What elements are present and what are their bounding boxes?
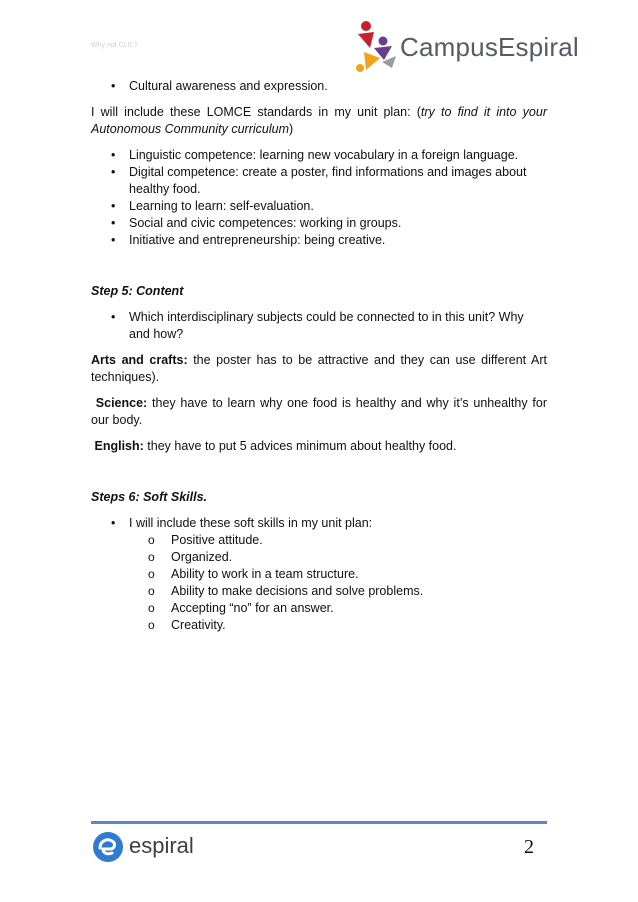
header-text: Why not CLIL? — [91, 42, 138, 49]
logo-text: CampusEspiral — [400, 32, 579, 62]
list-item — [91, 515, 547, 634]
list-item: o Ability to make decisions and solve problems. — [91, 583, 547, 600]
list-item: o Ability to work in a team structure. — [91, 566, 547, 583]
list-item: • Initiative and entrepreneurship: being creative. — [91, 232, 547, 249]
footer-logo-text: espiral — [129, 833, 194, 858]
footer-divider — [91, 821, 547, 824]
list-item: o Organized. — [91, 549, 547, 566]
science-paragraph — [91, 395, 547, 429]
list-item: • Cultural awareness and expression. — [91, 78, 547, 95]
list-item: • Social and civic competences: working in groups. — [91, 215, 547, 232]
espiral-logo-icon — [91, 830, 125, 864]
page-number: 2 — [524, 836, 534, 858]
english-text: they have to put 5 advices minimum about healthy food. — [143, 439, 457, 453]
soft-skills-intro: I will include these soft skills in my unit plan: — [129, 516, 373, 530]
lomce-close: ) — [289, 122, 294, 136]
espiral-footer-logo — [91, 830, 201, 864]
step5-heading: Step 5: Content — [91, 284, 184, 298]
science-text: they have to learn why one food is healthy and why it’s unhealthy for our body. — [91, 396, 547, 427]
list-item: • Digital competence: create a poster, find informations and images about healthy food. — [91, 164, 547, 198]
step5-question-list — [91, 309, 547, 343]
list-item: • Learning to learn: self-evaluation. — [91, 198, 547, 215]
list-item: o Positive attitude. — [91, 532, 547, 549]
arts-label: Arts and crafts: — [91, 353, 188, 367]
english-label: English: — [94, 439, 144, 453]
list-item: • Which interdisciplinary subjects could be connected to in this unit? Why and how? — [91, 309, 547, 343]
english-paragraph — [91, 438, 547, 455]
competence-list-top — [91, 78, 547, 95]
lomce-paragraph — [91, 104, 547, 138]
list-item: o Accepting “no” for an answer. — [91, 600, 547, 617]
soft-skills-list — [91, 532, 547, 634]
campus-espiral-logo — [352, 18, 602, 76]
list-item: o Creativity. — [91, 617, 547, 634]
arts-paragraph — [91, 352, 547, 386]
list-item: • Linguistic competence: learning new vocabulary in a foreign language. — [91, 147, 547, 164]
lomce-intro: I will include these LOMCE standards in my unit plan: ( — [91, 105, 421, 119]
document-body — [91, 78, 547, 634]
lomce-list — [91, 147, 547, 249]
lomce-italic-note: try to find it into your Autonomous Community curriculum — [91, 105, 547, 136]
step6-heading: Steps 6: Soft Skills. — [91, 490, 208, 504]
science-label: Science: — [95, 396, 148, 410]
arts-text: the poster has to be attractive and they can use different Art techniques). — [91, 353, 547, 384]
campus-espiral-logo-icon — [352, 18, 400, 76]
step6-list — [91, 515, 547, 634]
